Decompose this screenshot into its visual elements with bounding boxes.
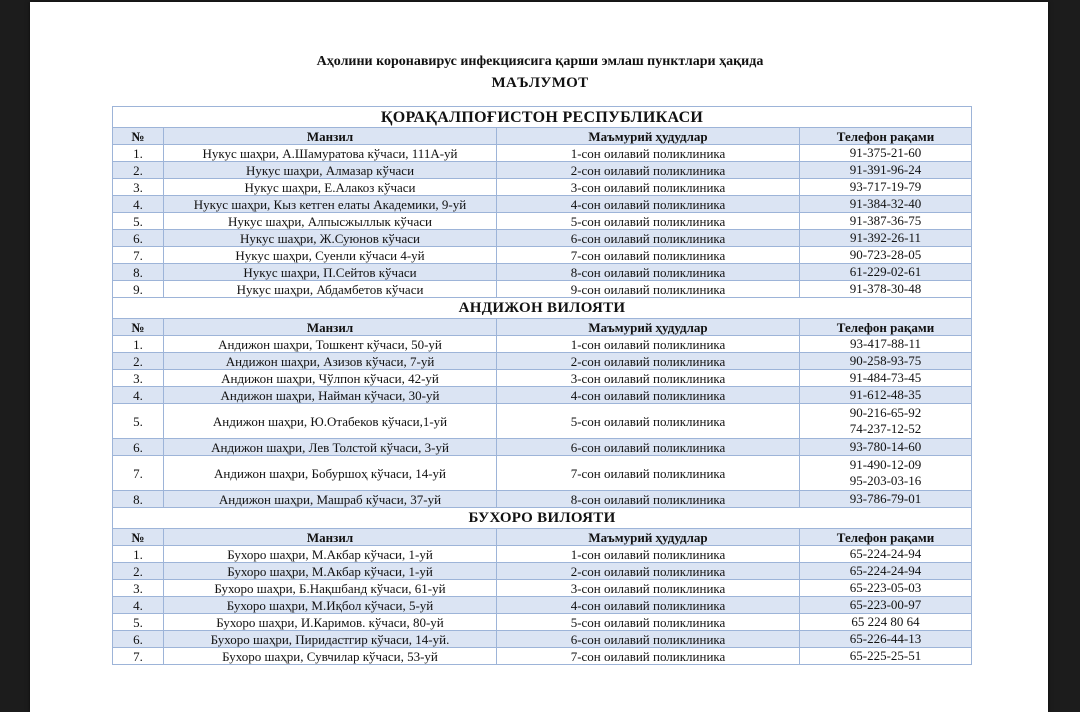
row-number: 6. [113,439,164,456]
row-number: 4. [113,387,164,404]
row-address: Бухоро шаҳри, М.Акбар кўчаси, 1-уй [164,546,497,563]
phone-number: 65-224-24-94 [849,546,922,561]
row-address: Андижон шаҳри, Бобуршоҳ кўчаси, 14-уй [164,456,497,491]
table-row [113,353,972,370]
table-row [113,179,972,196]
row-district: 2-сон оилавий поликлиника [497,563,800,580]
row-phones [800,614,972,631]
row-district: 3-сон оилавий поликлиника [497,580,800,597]
row-number: 8. [113,264,164,281]
row-number: 2. [113,563,164,580]
row-district: 4-сон оилавий поликлиника [497,597,800,614]
row-phones [800,247,972,264]
row-address: Андижон шаҳри, Машраб кўчаси, 37-уй [164,491,497,508]
row-district: 3-сон оилавий поликлиника [497,179,800,196]
row-address: Бухоро шаҳри, И.Каримов. кўчаси, 80-уй [164,614,497,631]
row-district: 6-сон оилавий поликлиника [497,230,800,247]
phone-number: 65-223-05-03 [849,580,922,595]
row-phones [800,404,972,439]
document-title: Аҳолини коронавирус инфекциясига қарши эмлаш пунктлари ҳақида [316,54,764,69]
table-row [113,247,972,264]
row-phones [800,491,972,508]
row-number: 2. [113,353,164,370]
row-number: 3. [113,370,164,387]
column-header-row [113,529,972,546]
row-address: Нукус шаҳри, Кыз кетген елаты Академики, 9-уй [164,196,497,213]
header-num: № [113,319,164,336]
row-address: Нукус шаҳри, Алмазар кўчаси [164,162,497,179]
row-number: 1. [113,336,164,353]
row-district: 5-сон оилавий поликлиника [497,213,800,230]
row-number: 6. [113,631,164,648]
row-district: 5-сон оилавий поликлиника [497,404,800,439]
table-row [113,230,972,247]
row-number: 7. [113,456,164,491]
row-number: 7. [113,648,164,665]
row-address: Нукус шаҳри, Суенли кўчаси 4-уй [164,247,497,264]
table-row [113,387,972,404]
phone-number: 93-717-19-79 [849,179,922,194]
phone-number: 65-224-24-94 [849,563,922,578]
row-phones [800,281,972,298]
row-address: Нукус шаҳри, Е.Алакоз кўчаси [164,179,497,196]
row-address: Андижон шаҳри, Азизов кўчаси, 7-уй [164,353,497,370]
row-district: 5-сон оилавий поликлиника [497,614,800,631]
row-number: 5. [113,213,164,230]
phone-number: 74-237-12-52 [849,421,922,436]
phone-number: 65-226-44-13 [849,631,922,646]
row-number: 8. [113,491,164,508]
phone-number: 91-387-36-75 [849,213,922,228]
row-phones [800,196,972,213]
row-district: 7-сон оилавий поликлиника [497,247,800,264]
row-phones [800,580,972,597]
row-district: 1-сон оилавий поликлиника [497,336,800,353]
vaccination-points-table [112,106,972,665]
row-phones [800,648,972,665]
row-phones [800,353,972,370]
row-phones [800,213,972,230]
row-district: 3-сон оилавий поликлиника [497,370,800,387]
row-address: Нукус шаҳри, Ж.Суюнов кўчаси [164,230,497,247]
row-address: Бухоро шаҳри, М.Акбар кўчаси, 1-уй [164,563,497,580]
row-district: 7-сон оилавий поликлиника [497,648,800,665]
header-address: Манзил [164,319,497,336]
row-number: 5. [113,614,164,631]
table-row [113,196,972,213]
row-district: 6-сон оилавий поликлиника [497,631,800,648]
phone-number: 91-490-12-09 [849,457,922,472]
row-phones [800,387,972,404]
header-district: Маъмурий ҳудудлар [497,319,800,336]
phone-number: 91-612-48-35 [849,387,922,402]
phone-number: 65-225-25-51 [849,648,922,663]
row-address: Андижон шаҳри, Ю.Отабеков кўчаси,1-уй [164,404,497,439]
row-number: 1. [113,145,164,162]
phone-number: 91-384-32-40 [849,196,922,211]
row-address: Нукус шаҳри, П.Сейтов кўчаси [164,264,497,281]
row-phones [800,179,972,196]
row-district: 9-сон оилавий поликлиника [497,281,800,298]
row-phones [800,230,972,247]
row-number: 4. [113,597,164,614]
phone-number: 95-203-03-16 [849,473,922,488]
row-phones [800,546,972,563]
row-address: Бухоро шаҳри, Б.Нақшбанд кўчаси, 61-уй [164,580,497,597]
table-row [113,597,972,614]
table-row [113,336,972,353]
row-address: Бухоро шаҳри, Сувчилар кўчаси, 53-уй [164,648,497,665]
row-address: Нукус шаҳри, Абдамбетов кўчаси [164,281,497,298]
row-phones [800,563,972,580]
row-number: 6. [113,230,164,247]
phone-number: 90-216-65-92 [849,405,922,420]
row-address: Андижон шаҳри, Тошкент кўчаси, 50-уй [164,336,497,353]
phone-number: 90-723-28-05 [849,247,922,262]
row-phones [800,336,972,353]
row-district: 4-сон оилавий поликлиника [497,196,800,213]
table-row [113,145,972,162]
phone-number: 90-258-93-75 [849,353,922,368]
row-district: 8-сон оилавий поликлиника [497,264,800,281]
row-district: 6-сон оилавий поликлиника [497,439,800,456]
region-name: БУХОРО ВИЛОЯТИ [113,508,972,529]
phone-number: 91-375-21-60 [849,145,922,160]
region-header-row [113,298,972,319]
row-phones [800,631,972,648]
phone-number: 91-378-30-48 [849,281,922,296]
phone-number: 91-392-26-11 [850,230,922,245]
row-number: 9. [113,281,164,298]
row-number: 1. [113,546,164,563]
table-row [113,631,972,648]
document-subtitle: МАЪЛУМОТ [491,75,589,91]
row-address: Андижон шаҳри, Найман кўчаси, 30-уй [164,387,497,404]
table-row [113,563,972,580]
row-number: 7. [113,247,164,264]
row-number: 4. [113,196,164,213]
row-number: 3. [113,580,164,597]
header-district: Маъмурий ҳудудлар [497,529,800,546]
table-row [113,439,972,456]
phone-number: 65 224 80 64 [851,614,920,629]
row-address: Нукус шаҳри, Алпысжыллык кўчаси [164,213,497,230]
row-phones [800,162,972,179]
region-name: АНДИЖОН ВИЛОЯТИ [113,298,972,319]
header-phone: Телефон рақами [800,529,972,546]
row-district: 8-сон оилавий поликлиника [497,491,800,508]
region-header-row [113,508,972,529]
phone-number: 93-786-79-01 [849,491,922,506]
row-phones [800,145,972,162]
header-address: Манзил [164,128,497,145]
column-header-row [113,319,972,336]
table-row [113,456,972,491]
row-district: 2-сон оилавий поликлиника [497,353,800,370]
row-phones [800,264,972,281]
header-address: Манзил [164,529,497,546]
row-number: 5. [113,404,164,439]
row-district: 1-сон оилавий поликлиника [497,145,800,162]
row-address: Бухоро шаҳри, М.Иқбол кўчаси, 5-уй [164,597,497,614]
row-number: 3. [113,179,164,196]
phone-number: 65-223-00-97 [849,597,922,612]
table-row [113,264,972,281]
phone-number: 93-417-88-11 [850,336,922,351]
column-header-row [113,128,972,145]
row-address: Андижон шаҳри, Лев Толстой кўчаси, 3-уй [164,439,497,456]
phone-number: 91-391-96-24 [849,162,922,177]
row-district: 4-сон оилавий поликлиника [497,387,800,404]
table-row [113,614,972,631]
phone-number: 61-229-02-61 [849,264,922,279]
header-num: № [113,128,164,145]
row-district: 2-сон оилавий поликлиника [497,162,800,179]
phone-number: 91-484-73-45 [849,370,922,385]
header-phone: Телефон рақами [800,128,972,145]
phone-number: 93-780-14-60 [849,439,922,454]
row-district: 7-сон оилавий поликлиника [497,456,800,491]
region-header-row [113,107,972,128]
table-row [113,580,972,597]
header-district: Маъмурий ҳудудлар [497,128,800,145]
row-phones [800,456,972,491]
table-row [113,491,972,508]
row-phones [800,439,972,456]
header-num: № [113,529,164,546]
row-phones [800,370,972,387]
row-phones [800,597,972,614]
region-name: ҚОРАҚАЛПОҒИСТОН РЕСПУБЛИКАСИ [113,107,972,128]
table-row [113,370,972,387]
table-row [113,404,972,439]
table-row [113,162,972,179]
row-address: Бухоро шаҳри, Пиридастгир кўчаси, 14-уй. [164,631,497,648]
row-number: 2. [113,162,164,179]
row-district: 1-сон оилавий поликлиника [497,546,800,563]
table-row [113,213,972,230]
table-row [113,648,972,665]
header-phone: Телефон рақами [800,319,972,336]
row-address: Нукус шаҳри, А.Шамуратова кўчаси, 111А-уй [164,145,497,162]
table-body [113,107,972,665]
table-row [113,281,972,298]
row-address: Андижон шаҳри, Чўлпон кўчаси, 42-уй [164,370,497,387]
table-row [113,546,972,563]
